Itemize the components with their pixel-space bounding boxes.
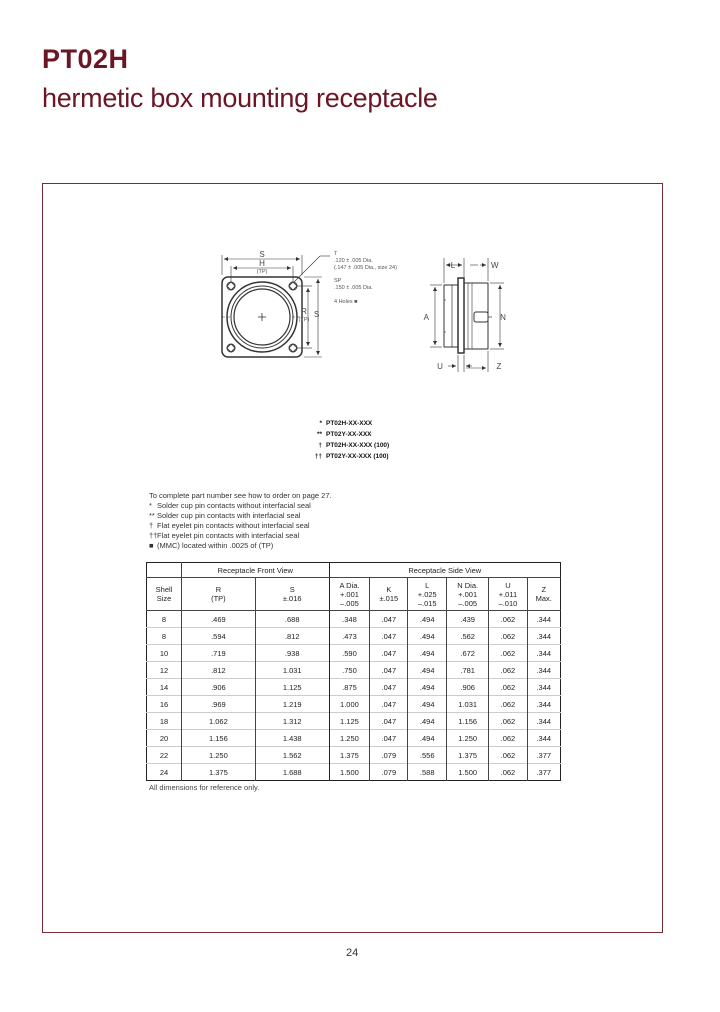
table-group-header (147, 563, 561, 578)
dim-label-h: H (259, 259, 265, 268)
table-cell: .562 (447, 628, 489, 645)
column-header-line: Max. (535, 594, 552, 603)
column-header-line: +.011 (498, 589, 518, 599)
table-cell: .062 (489, 713, 527, 730)
column-header-line: N Dia. (457, 580, 479, 590)
table-cell: 10 (147, 645, 182, 662)
table-cell: .344 (527, 679, 560, 696)
table-cell: .494 (408, 696, 447, 713)
table-cell: .062 (489, 662, 527, 679)
table-row (147, 628, 561, 645)
callout-5: .150 ± .005 Dia. (334, 285, 373, 291)
dim-label-z: Z (496, 362, 502, 371)
group-side-view: Receptacle Side View (329, 563, 560, 578)
table-body (147, 611, 561, 781)
column-header-line: ±.016 (282, 594, 302, 603)
table-cell: .377 (527, 764, 560, 781)
table-row (147, 730, 561, 747)
table-cell: 1.250 (329, 730, 370, 747)
table-cell: .469 (182, 611, 256, 628)
table-cell: 1.031 (255, 662, 329, 679)
dim-label-r-tp: (TP) (298, 317, 310, 323)
table-cell: .062 (489, 679, 527, 696)
side-view-drawing (430, 258, 504, 372)
table-cell: .906 (182, 679, 256, 696)
pn-symbol-1: * (319, 420, 322, 427)
table-cell: .062 (489, 696, 527, 713)
callout-2: .120 ± .005 Dia. (334, 258, 373, 264)
note-text: Solder cup pin contacts without interfacial seal (157, 501, 311, 510)
pn-text-1: PT02H-XX-XXX (326, 420, 373, 427)
table-cell: 1.688 (255, 764, 329, 781)
table-cell: 20 (147, 730, 182, 747)
table-cell: .047 (370, 713, 408, 730)
dim-label-n: N (500, 313, 506, 322)
table-row (147, 662, 561, 679)
dim-label-a: A (423, 313, 429, 322)
column-header-line: Size (156, 594, 172, 603)
column-header-line: R (215, 585, 222, 594)
dim-label-r: R (301, 307, 307, 316)
table-cell: 24 (147, 764, 182, 781)
table-cell: .344 (527, 662, 560, 679)
table-cell: .494 (408, 611, 447, 628)
table-cell: 1.156 (447, 713, 489, 730)
column-header-line: Z (541, 585, 547, 594)
table-cell: 1.156 (182, 730, 256, 747)
column-header (370, 578, 408, 611)
table-cell: .590 (329, 645, 370, 662)
table-cell: 1.250 (447, 730, 489, 747)
table-cell: .494 (408, 679, 447, 696)
column-header-line: U (505, 580, 511, 590)
table-cell: 14 (147, 679, 182, 696)
table-cell: .494 (408, 730, 447, 747)
table-cell: .047 (370, 730, 408, 747)
part-number-key (315, 420, 389, 460)
table-cell: 1.500 (447, 764, 489, 781)
table-cell: .688 (255, 611, 329, 628)
table-row (147, 696, 561, 713)
dimensions-table (146, 562, 561, 781)
table-cell: .062 (489, 730, 527, 747)
callout-4: SP (334, 278, 342, 284)
table-cell: .344 (527, 730, 560, 747)
table-row (147, 611, 561, 628)
page-title: PT02H (42, 44, 129, 74)
table-cell: .344 (527, 611, 560, 628)
note-text: (MMC) located within .0025 of (TP) (157, 541, 274, 550)
table-cell: .344 (527, 696, 560, 713)
table-cell: .079 (370, 764, 408, 781)
table-cell: .047 (370, 679, 408, 696)
table-cell: .938 (255, 645, 329, 662)
pn-symbol-4: †† (314, 453, 322, 460)
column-header-line: +.001 (458, 589, 478, 599)
table-cell: .047 (370, 645, 408, 662)
table-cell: .079 (370, 747, 408, 764)
table-cell: 1.562 (255, 747, 329, 764)
table-cell: .047 (370, 628, 408, 645)
page-subtitle: hermetic box mounting receptacle (42, 83, 438, 113)
column-header-line: K (386, 585, 392, 594)
table-cell: .344 (527, 628, 560, 645)
pn-symbol-3: † (318, 442, 322, 449)
table-cell: .047 (370, 696, 408, 713)
table-cell: .348 (329, 611, 370, 628)
table-cell: .344 (527, 645, 560, 662)
table-row (147, 679, 561, 696)
column-header-line: –.005 (458, 598, 478, 608)
table-cell: 8 (161, 614, 167, 624)
pn-text-4: PT02Y-XX-XXX (100) (326, 453, 389, 460)
table-cell: .494 (408, 662, 447, 679)
table-cell: .875 (329, 679, 370, 696)
table-cell: .494 (408, 645, 447, 662)
column-header-line: ±.015 (379, 594, 399, 603)
table-cell: .062 (489, 645, 527, 662)
page-number: 24 (346, 947, 359, 959)
dim-label-s: S (259, 250, 265, 259)
column-header (408, 578, 447, 611)
table-cell: 22 (147, 747, 182, 764)
note-item (149, 521, 332, 531)
table-cell: .062 (489, 764, 527, 781)
table-cell: .719 (182, 645, 256, 662)
dim-label-l: L (450, 261, 456, 270)
column-header (489, 578, 527, 611)
note-item (149, 531, 332, 541)
note-item (149, 501, 332, 511)
table-cell: .494 (408, 713, 447, 730)
table-cell: .812 (255, 628, 329, 645)
note-item (149, 541, 332, 551)
table-row (147, 713, 561, 730)
column-header-line: +.001 (339, 589, 359, 599)
table-cell: .344 (527, 713, 560, 730)
table-cell: 1.000 (329, 696, 370, 713)
column-header-line: S (289, 585, 295, 594)
column-header (329, 578, 370, 611)
note-symbol: † (149, 521, 154, 530)
table-cell: .047 (370, 662, 408, 679)
table-cell: 1.500 (329, 764, 370, 781)
pn-symbol-2: ** (316, 431, 322, 438)
note-item (149, 511, 332, 521)
column-header-line: –.010 (498, 598, 518, 608)
table-cell: .750 (329, 662, 370, 679)
table-cell: 16 (147, 696, 182, 713)
callout-1: T (334, 251, 338, 257)
table-cell: .556 (408, 747, 447, 764)
table-cell: 1.375 (182, 764, 256, 781)
table-column-headers (147, 578, 561, 611)
table-cell: 1.219 (255, 696, 329, 713)
table-cell: .047 (370, 611, 408, 628)
column-header (447, 578, 489, 611)
table-cell: .588 (408, 764, 447, 781)
front-view-drawing (222, 255, 330, 357)
table-cell: .473 (329, 628, 370, 645)
table-cell: 1.375 (329, 747, 370, 764)
table-cell: 1.250 (182, 747, 256, 764)
group-front-view: Receptacle Front View (182, 563, 330, 578)
table-cell: 1.125 (255, 679, 329, 696)
column-header-line: –.005 (340, 598, 359, 608)
table-cell: .062 (489, 747, 527, 764)
table-row (147, 747, 561, 764)
technical-drawings (0, 0, 720, 480)
dim-label-s-side: S (314, 310, 320, 319)
pn-text-2: PT02Y-XX-XXX (326, 431, 372, 438)
pn-text-3: PT02H-XX-XXX (100) (326, 442, 390, 449)
note-symbol: * (149, 501, 152, 510)
table-cell: .377 (527, 747, 560, 764)
callout-6: 4 Holes ■ (334, 299, 358, 305)
table-cell: 18 (147, 713, 182, 730)
table-row (147, 764, 561, 781)
table-footnote: All dimensions for reference only. (149, 783, 260, 792)
table-cell: .906 (447, 679, 489, 696)
table-cell: .672 (447, 645, 489, 662)
column-header-line: Shell (155, 585, 173, 594)
table-cell: .062 (489, 611, 527, 628)
column-header-line: L (425, 580, 430, 590)
table-cell: .812 (182, 662, 256, 679)
table-cell: 1.312 (255, 713, 329, 730)
table-cell: 12 (147, 662, 182, 679)
callout-3: (.147 ± .005 Dia., size 24) (334, 265, 397, 271)
note-symbol: †† (149, 531, 158, 540)
note-symbol: ■ (149, 541, 154, 550)
table-cell: 1.062 (182, 713, 256, 730)
column-header (147, 578, 182, 611)
notes-intro: To complete part number see how to order on page 27. (149, 491, 332, 500)
table-cell: 1.438 (255, 730, 329, 747)
table-cell: 1.031 (447, 696, 489, 713)
dim-label-w: W (491, 261, 499, 270)
note-text: Flat eyelet pin contacts with interfacial seal (157, 531, 300, 540)
column-header (527, 578, 560, 611)
table-cell: 1.375 (447, 747, 489, 764)
table-cell: .494 (408, 628, 447, 645)
column-header-line: +.025 (417, 589, 437, 599)
table-cell: .781 (447, 662, 489, 679)
dim-label-h-tp: (TP) (256, 269, 268, 275)
note-text: Flat eyelet pin contacts without interfacial seal (157, 521, 310, 530)
table-row (147, 645, 561, 662)
table-cell: .062 (489, 628, 527, 645)
note-text: Solder cup pin contacts with interfacial seal (157, 511, 301, 520)
table-cell: .439 (447, 611, 489, 628)
side-view-labels (424, 261, 506, 371)
column-header-line: –.015 (417, 598, 437, 608)
table-cell: 8 (147, 628, 182, 645)
table-cell: .594 (182, 628, 256, 645)
table-cell: .969 (182, 696, 256, 713)
column-header (255, 578, 329, 611)
ordering-notes (149, 491, 332, 551)
table-cell: 1.125 (329, 713, 370, 730)
column-header (182, 578, 256, 611)
column-header-line: A Dia. (339, 580, 360, 590)
column-header-line: (TP) (211, 594, 226, 603)
dim-label-u: U (437, 362, 443, 371)
note-symbol: ** (149, 511, 155, 520)
